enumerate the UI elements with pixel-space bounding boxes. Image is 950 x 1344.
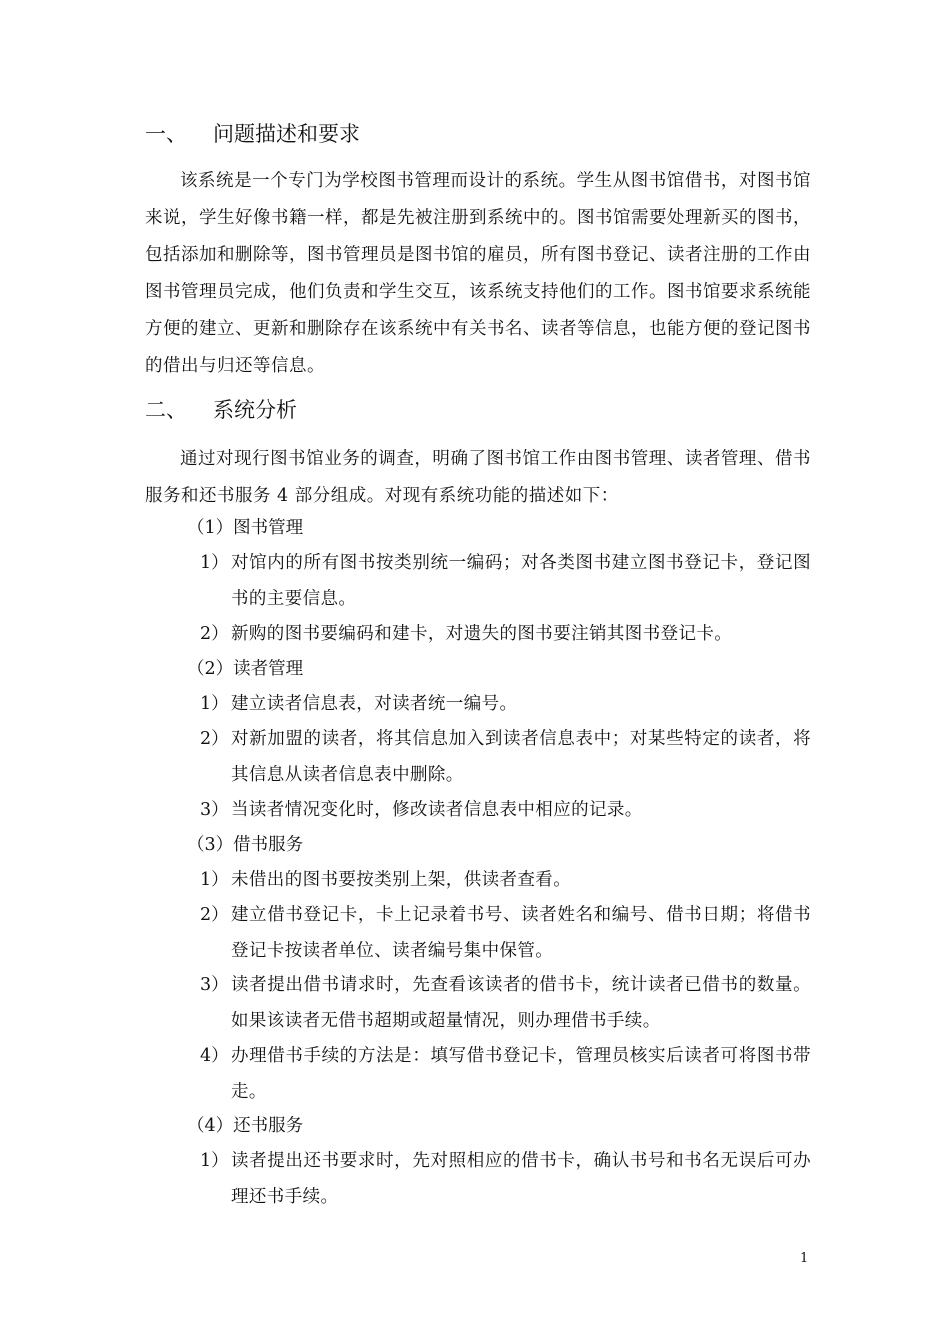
section-2-intro: 通过对现行图书馆业务的调查，明确了图书馆工作由图书管理、读者管理、借书服务和还书服务 4 部分组成。对现有系统功能的描述如下： bbox=[145, 449, 811, 506]
list-item bbox=[200, 686, 811, 722]
list-item bbox=[200, 792, 811, 828]
list-item-text: 对新加盟的读者，将其信息加入到读者信息表中；对某些特定的读者，将其信息从读者信息表中删除。 bbox=[231, 729, 811, 785]
list-item bbox=[200, 967, 811, 1039]
list-item bbox=[200, 721, 811, 793]
list-item-marker: 2） bbox=[200, 624, 229, 644]
section-2-heading bbox=[145, 395, 297, 425]
list-item-text: 未借出的图书要按类别上架，供读者查看。 bbox=[231, 870, 572, 890]
list-item bbox=[200, 616, 811, 652]
list-item-text: 建立读者信息表，对读者统一编号。 bbox=[231, 694, 518, 714]
list-item-text: 当读者情况变化时，修改读者信息表中相应的记录。 bbox=[231, 800, 643, 820]
list-item-text: 办理借书手续的方法是：填写借书登记卡，管理员核实后读者可将图书带走。 bbox=[231, 1046, 811, 1102]
list-item-text: 建立借书登记卡，卡上记录着书号、读者姓名和编号、借书日期；将借书登记卡按读者单位、读者编号集中保管。 bbox=[231, 905, 811, 961]
list-item-marker: 1） bbox=[200, 1151, 229, 1171]
group-label: （3）借书服务 bbox=[187, 835, 304, 855]
list-item bbox=[200, 897, 811, 969]
list-item bbox=[200, 862, 811, 898]
list-item-marker: 2） bbox=[200, 729, 229, 749]
list-item bbox=[200, 1143, 811, 1215]
list-item-marker: 1） bbox=[200, 553, 229, 573]
group-label: （1）图书管理 bbox=[187, 518, 304, 538]
list-item-text: 新购的图书要编码和建卡，对遗失的图书要注销其图书登记卡。 bbox=[231, 624, 733, 644]
list-item-marker: 3） bbox=[200, 800, 229, 820]
section-1-heading bbox=[145, 119, 360, 149]
list-item-marker: 4） bbox=[200, 1046, 229, 1066]
section-1-number: 一、 bbox=[145, 122, 187, 146]
list-item-text: 读者提出借书请求时，先查看该读者的借书卡，统计读者已借书的数量。如果该读者无借书超期或超量情况，则办理借书手续。 bbox=[231, 975, 811, 1031]
section-2-number: 二、 bbox=[145, 398, 187, 422]
page-number: 1 bbox=[800, 1251, 809, 1266]
section-1-paragraph: 该系统是一个专门为学校图书管理而设计的系统。学生从图书馆借书，对图书馆来说，学生好像书籍一样，都是先被注册到系统中的。图书馆需要处理新买的图书，包括添加和删除等，图书管理员是图书馆的雇员，所有图书登记、读者注册的工作由图书管理员完成，他们负责和学生交互，该系统支持他们的工作。图书馆要求系统能方便的建立、更新和删除存在该系统中有关书名、读者等信息，也能方便的登记图书的借出与归还等信息。 bbox=[145, 171, 811, 376]
list-item-marker: 1） bbox=[200, 870, 229, 890]
list-item-text: 读者提出还书要求时，先对照相应的借书卡，确认书号和书名无误后可办理还书手续。 bbox=[231, 1151, 811, 1207]
list-item bbox=[200, 545, 811, 617]
list-item-marker: 3） bbox=[200, 975, 229, 995]
group-label: （2）读者管理 bbox=[187, 659, 304, 679]
list-item-text: 对馆内的所有图书按类别统一编码；对各类图书建立图书登记卡，登记图书的主要信息。 bbox=[231, 553, 811, 609]
section-1-title: 问题描述和要求 bbox=[213, 122, 360, 146]
list-item bbox=[200, 1038, 811, 1110]
list-item-marker: 1） bbox=[200, 694, 229, 714]
list-item-marker: 2） bbox=[200, 905, 229, 925]
group-label: （4）还书服务 bbox=[187, 1116, 304, 1136]
section-2-title: 系统分析 bbox=[213, 398, 297, 422]
